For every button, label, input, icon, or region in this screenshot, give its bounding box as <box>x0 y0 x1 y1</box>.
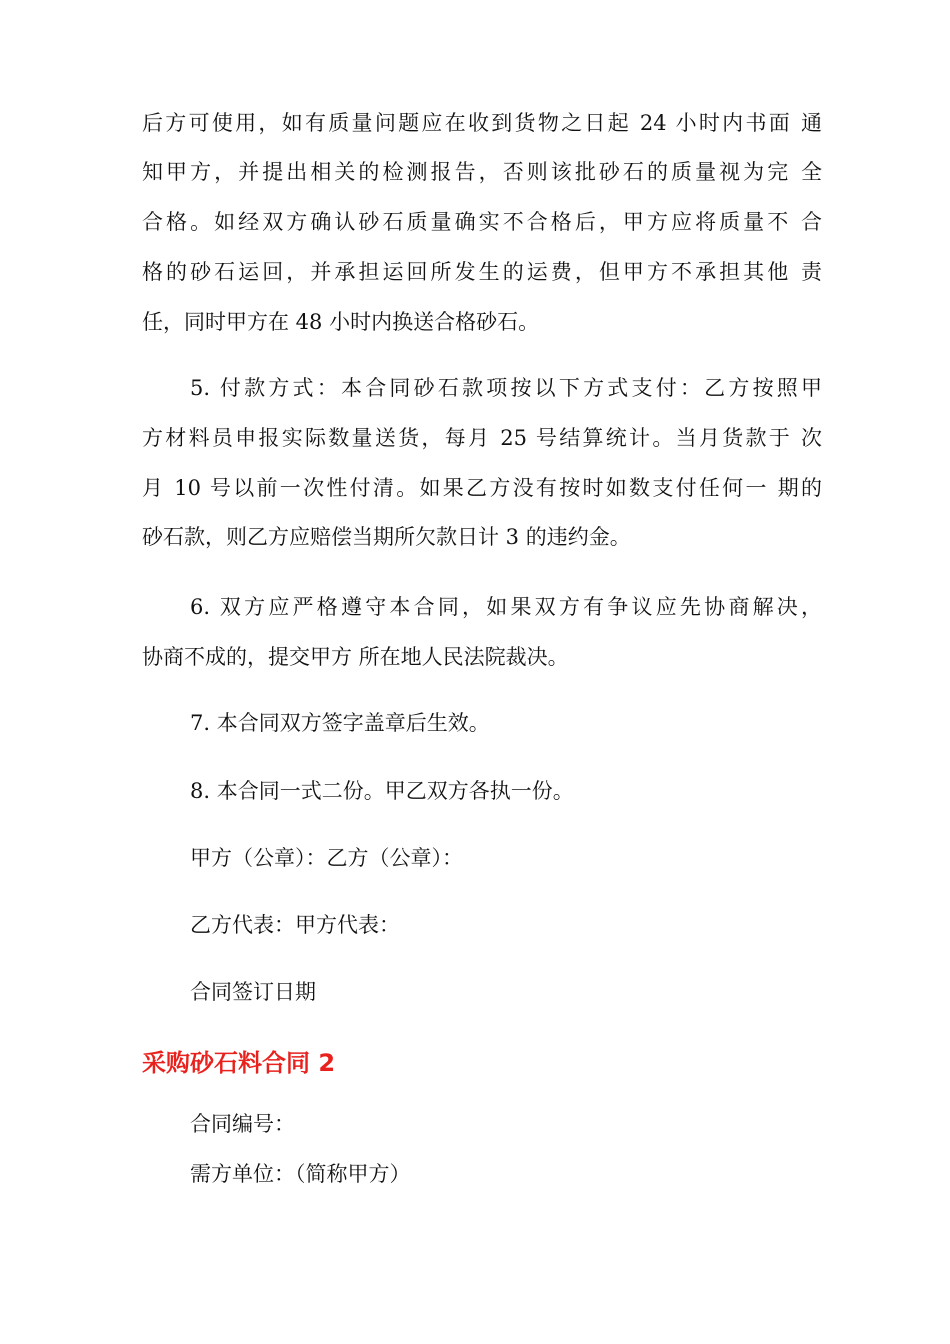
para7: 7. 本合同双方签字盖章后生效。 <box>190 711 490 735</box>
party-seals: 甲方（公章）：乙方（公章）： <box>190 846 463 870</box>
para4-line-3: 合格。如经双方确认砂石质量确实不合格后，甲方应将质量不 合 <box>142 210 822 234</box>
contract-number: 合同编号： <box>190 1112 295 1136</box>
para8: 8. 本合同一式二份。甲乙双方各执一份。 <box>190 779 574 803</box>
para6-line-1: 6. 双方应严格遵守本合同，如果双方有争议应先协商解决， <box>190 595 822 619</box>
para5-line-1: 5. 付款方式：本合同砂石款项按以下方式支付：乙方按照甲 <box>190 376 822 400</box>
para4-line-1: 后方可使用，如有质量问题应在收到货物之日起 24 小时内书面 通 <box>142 111 822 135</box>
contract-sign-date: 合同签订日期 <box>190 980 316 1004</box>
para6-line-2: 协商不成的，提交甲方 所在地人民法院裁决。 <box>142 645 569 669</box>
para4-line-5: 任，同时甲方在 48 小时内换送合格砂石。 <box>142 310 540 334</box>
para4-line-4: 格的砂石运回，并承担运回所发生的运费，但甲方不承担其他 责 <box>142 260 822 284</box>
para5-line-3: 月 10 号以前一次性付清。如果乙方没有按时如数支付任何一 期的 <box>142 476 822 500</box>
party-representatives: 乙方代表：甲方代表： <box>190 913 400 937</box>
para4-line-2: 知甲方，并提出相关的检测报告，否则该批砂石的质量视为完 全 <box>142 160 822 184</box>
buyer-unit: 需方单位：（简称甲方） <box>190 1162 411 1186</box>
para5-line-2: 方材料员申报实际数量送货，每月 25 号结算统计。当月货款于 次 <box>142 426 822 450</box>
contract2-title: 采购砂石料合同 2 <box>142 1049 336 1077</box>
para5-line-4: 砂石款，则乙方应赔偿当期所欠款日计 3 的违约金。 <box>142 525 631 549</box>
